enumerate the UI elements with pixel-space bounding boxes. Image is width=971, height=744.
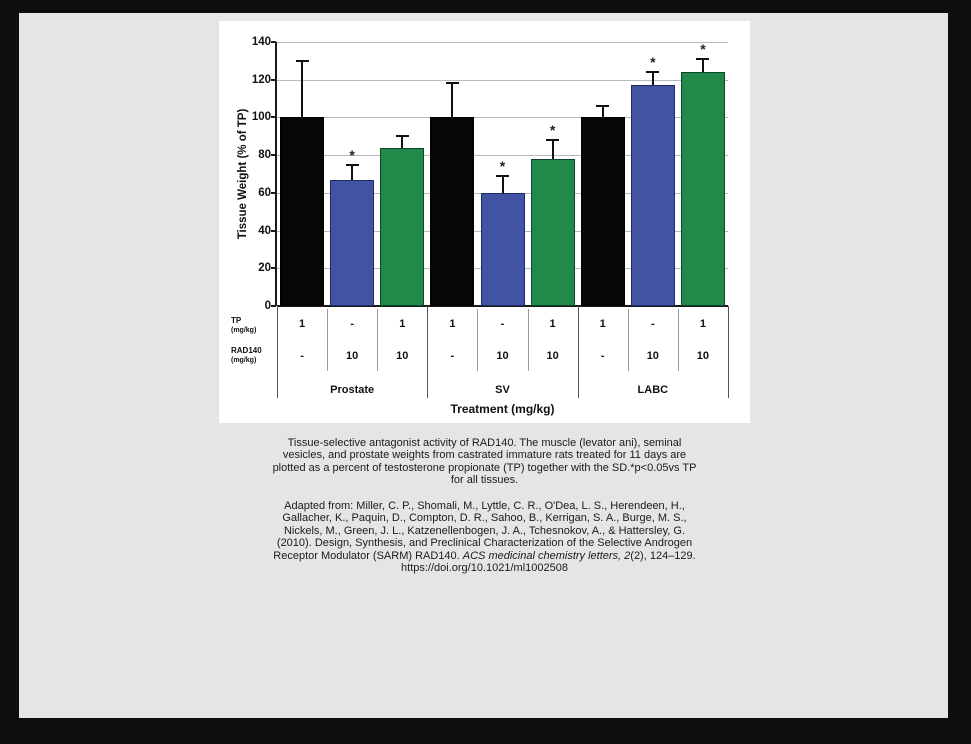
caption-line: vesicles, and prostate weights from castrated immature rats treated for 11 days are bbox=[282, 449, 687, 462]
column-separator-line bbox=[628, 309, 629, 371]
error-bar-cap bbox=[696, 58, 709, 60]
dose-cell: 10 bbox=[496, 350, 509, 362]
significance-asterisk: * bbox=[650, 54, 656, 71]
gridline bbox=[277, 80, 728, 81]
dose-row-unit: (mg/kg) bbox=[231, 357, 257, 364]
bar-prostate-0 bbox=[280, 117, 324, 306]
y-tick-label: 40 bbox=[258, 224, 271, 237]
figure-image bbox=[219, 21, 750, 423]
dose-cell: - bbox=[300, 350, 304, 362]
y-tick-label: 140 bbox=[251, 36, 271, 48]
bar-sv-0 bbox=[430, 117, 474, 306]
y-tick-label: 0 bbox=[264, 300, 271, 312]
gridline bbox=[277, 42, 728, 43]
dose-cell: 10 bbox=[396, 350, 409, 362]
bar-prostate-2 bbox=[380, 148, 424, 306]
significance-asterisk: * bbox=[499, 157, 506, 174]
error-bar-cap bbox=[646, 71, 659, 73]
y-tick-mark bbox=[271, 230, 276, 232]
error-bar-cap bbox=[546, 139, 559, 141]
bar-labc-2 bbox=[681, 72, 725, 306]
bar-chart-plot bbox=[277, 42, 728, 306]
error-bar bbox=[602, 106, 604, 117]
dose-cell: - bbox=[650, 318, 655, 330]
citation bbox=[219, 500, 750, 574]
error-bar-cap bbox=[346, 164, 359, 166]
y-axis-title: Tissue Weight (% of TP) bbox=[237, 108, 249, 240]
bar-sv-2 bbox=[531, 159, 575, 306]
dose-cell: - bbox=[350, 318, 354, 330]
dose-row-label: RAD140 bbox=[231, 346, 262, 355]
error-bar-cap bbox=[296, 60, 309, 62]
y-tick-mark bbox=[271, 116, 276, 118]
caption-line: plotted as a percent of testosterone propionate (TP) together with the SD.*p<0.05vs TP bbox=[272, 461, 697, 474]
y-tick-label: 120 bbox=[251, 73, 271, 86]
column-separator-line bbox=[377, 309, 378, 371]
error-bar-cap bbox=[496, 175, 509, 177]
error-bar-cap bbox=[396, 135, 409, 137]
error-bar bbox=[301, 61, 303, 118]
significance-asterisk: * bbox=[700, 40, 706, 57]
dose-cell: 1 bbox=[599, 318, 606, 330]
y-tick-mark bbox=[271, 267, 276, 269]
dose-cell: - bbox=[600, 350, 605, 362]
dose-cell: 1 bbox=[298, 318, 306, 330]
bar-prostate-1 bbox=[330, 180, 374, 306]
x-axis-title: Treatment (mg/kg) bbox=[450, 402, 555, 416]
citation-line: Nickels, M., Green, J. L., Katzenellenbogen, J. A., Tchesnokov, A., & Hattersley, G. bbox=[283, 524, 686, 537]
caption-line: Tissue-selective antagonist activity of RAD140. The muscle (levator ani), seminal bbox=[287, 437, 682, 449]
y-tick-label: 80 bbox=[258, 149, 271, 162]
citation-pages: (2), 124–129. bbox=[630, 549, 696, 562]
error-bar bbox=[552, 140, 554, 159]
error-bar bbox=[351, 165, 353, 180]
bar-labc-1 bbox=[631, 85, 675, 306]
y-tick-label: 100 bbox=[251, 111, 271, 124]
dose-cell: 10 bbox=[346, 350, 359, 362]
column-separator-line bbox=[477, 309, 478, 371]
group-separator-line bbox=[728, 306, 729, 398]
dose-row-label: TP bbox=[231, 316, 242, 325]
group-label-labc: LABC bbox=[637, 384, 669, 396]
significance-asterisk: * bbox=[549, 122, 556, 139]
column-separator-line bbox=[678, 309, 679, 371]
citation-line: Adapted from: Miller, C. P., Shomali, M., Lyttle, C. R., O'Dea, L. S., Herendeen, H., bbox=[284, 500, 685, 512]
significance-asterisk: * bbox=[349, 146, 355, 163]
error-bar bbox=[401, 136, 403, 147]
dose-row-unit: (mg/kg) bbox=[231, 327, 257, 334]
dose-cell: - bbox=[500, 318, 505, 330]
error-bar bbox=[652, 72, 654, 85]
y-tick-label: 20 bbox=[258, 262, 271, 275]
group-label-sv: SV bbox=[495, 384, 510, 396]
error-bar-cap bbox=[446, 82, 459, 84]
caption-line: for all tissues. bbox=[450, 474, 519, 487]
dose-cell: 1 bbox=[399, 318, 406, 330]
error-bar-cap bbox=[596, 105, 609, 107]
dose-row-header bbox=[231, 346, 277, 366]
citation-text: Receptor Modulator (SARM) RAD140. bbox=[273, 549, 463, 562]
dose-cell: 10 bbox=[646, 350, 659, 362]
dose-cell: 1 bbox=[699, 318, 706, 330]
bar-sv-1 bbox=[481, 193, 525, 306]
y-tick-mark bbox=[271, 154, 276, 156]
citation-line: Gallacher, K., Paquin, D., Compton, D. R., Sahoo, B., Kerrigan, S. A., Burge, M. S., bbox=[282, 512, 687, 525]
dose-cell: 10 bbox=[546, 350, 559, 362]
column-separator-line bbox=[327, 309, 328, 371]
dose-cell: 10 bbox=[696, 350, 710, 362]
column-separator-line bbox=[528, 309, 529, 371]
bar-labc-0 bbox=[581, 117, 625, 306]
dose-cell: - bbox=[450, 350, 455, 362]
dose-row-header bbox=[231, 316, 277, 336]
slide-panel bbox=[19, 13, 948, 718]
citation-line-journal bbox=[219, 550, 750, 562]
dose-cell: 1 bbox=[549, 318, 556, 330]
y-tick-mark bbox=[271, 192, 276, 194]
error-bar bbox=[702, 59, 704, 72]
dose-cell: 1 bbox=[449, 318, 456, 330]
citation-journal-italic: ACS medicinal chemistry letters, 2 bbox=[462, 549, 631, 562]
citation-line: (2010). Design, Synthesis, and Preclinical Characterization of the Selective Androgen bbox=[276, 537, 693, 550]
y-tick-mark bbox=[271, 305, 276, 307]
error-bar bbox=[451, 83, 453, 117]
error-bar bbox=[502, 176, 504, 193]
citation-doi: https://doi.org/10.1021/ml1002508 bbox=[401, 562, 568, 575]
y-tick-label: 60 bbox=[258, 186, 271, 199]
y-tick-mark bbox=[271, 41, 276, 43]
y-tick-mark bbox=[271, 79, 276, 81]
figure-caption bbox=[219, 437, 750, 487]
group-label-prostate: Prostate bbox=[330, 384, 375, 396]
